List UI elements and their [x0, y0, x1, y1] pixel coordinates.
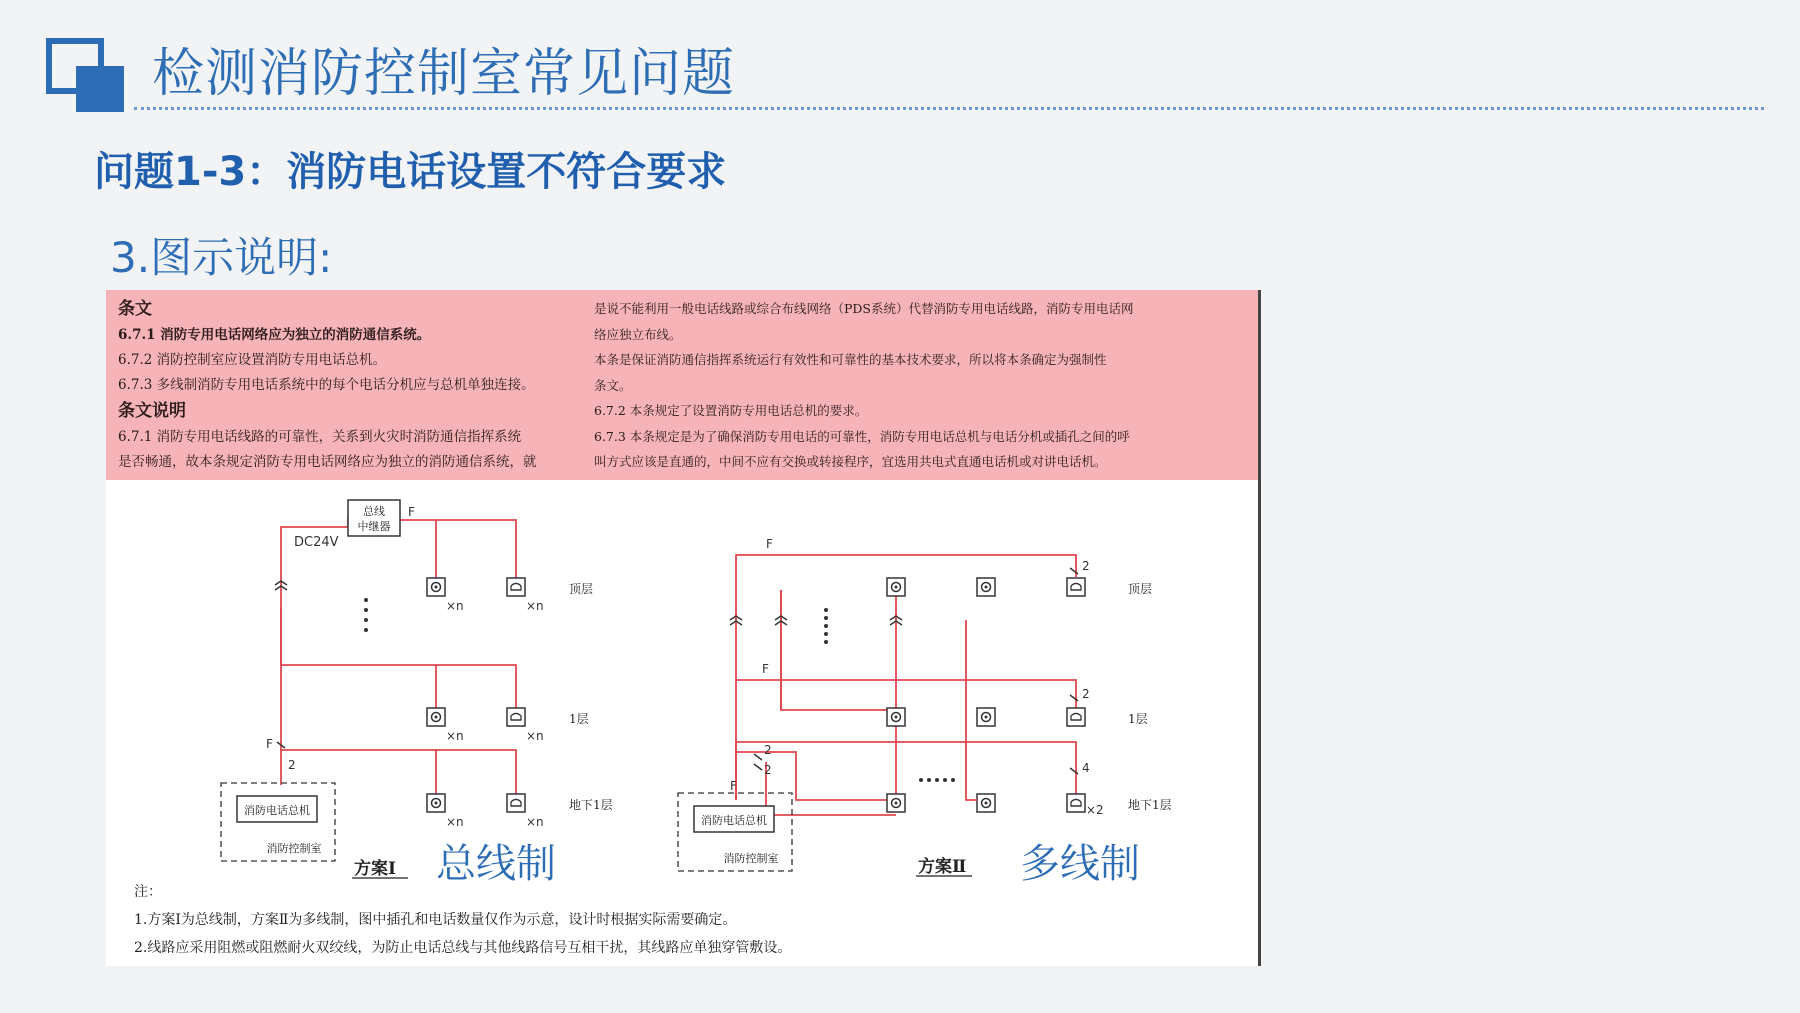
note-line: 1.方案Ⅰ为总线制，方案Ⅱ为多线制，图中插孔和电话数量仅作为示意，设计时根据实际需要确定。: [134, 912, 737, 928]
jack-icon: [427, 578, 445, 596]
notes-heading: 注：: [134, 884, 162, 900]
control-room-label: 消防控制室: [266, 842, 322, 855]
clause-right-line: 络应独立布线。: [594, 326, 682, 342]
clause-right-line: 本条是保证消防通信指挥系统运行有效性和可靠性的基本技术要求，所以将本条确定为强制性: [594, 352, 1107, 367]
jack-icon: [977, 578, 995, 596]
jack-icon: [977, 794, 995, 812]
clause-heading: 条文: [118, 299, 152, 319]
svg-text:×n: ×n: [526, 815, 544, 829]
floor-label: 顶层: [569, 582, 594, 596]
svg-text:4: 4: [1082, 761, 1090, 775]
phone-host-label: 消防电话总机: [244, 804, 310, 817]
clause-left-column: [118, 296, 537, 475]
svg-text:2: 2: [1082, 687, 1090, 701]
phone-icon: [507, 708, 525, 726]
scheme-2-title: 多线制: [1020, 841, 1140, 887]
jack-icon: [977, 708, 995, 726]
floor-label: 顶层: [1128, 582, 1153, 596]
phone-icon: [1067, 708, 1085, 726]
bus-repeater-label-1: 总线: [363, 505, 385, 518]
svg-text:2: 2: [764, 743, 772, 757]
svg-text:2: 2: [764, 763, 772, 777]
illustration-panel: [106, 290, 1261, 966]
svg-text:F: F: [730, 779, 737, 793]
floor-label: 地下1层: [569, 798, 613, 812]
svg-text:F: F: [766, 537, 773, 551]
svg-text:F: F: [408, 505, 415, 519]
svg-text:×n: ×n: [446, 599, 464, 613]
svg-text:×n: ×n: [446, 729, 464, 743]
svg-text:F: F: [762, 662, 769, 676]
clause-right-line: 6.7.2 本条规定了设置消防专用电话总机的要求。: [594, 403, 868, 418]
control-room-label: 消防控制室: [723, 852, 779, 865]
clause-explain-line: 6.7.1 消防专用电话线路的可靠性，关系到火灾时消防通信指挥系统: [118, 429, 522, 445]
wiring-diagram: [106, 480, 1258, 880]
problem-subtitle: 问题1-3：消防电话设置不符合要求: [94, 149, 727, 195]
phone-icon: [1067, 578, 1085, 596]
bus-repeater-label-2: 中继器: [357, 520, 391, 533]
section-heading: 3.图示说明:: [110, 233, 333, 282]
clause-right-column: [594, 296, 1134, 475]
scheme-1-title: 总线制: [436, 841, 556, 887]
jack-icon: [887, 794, 905, 812]
svg-text:×n: ×n: [526, 729, 544, 743]
clause-explain-heading: 条文说明: [118, 401, 186, 421]
logo-icon: [46, 38, 126, 114]
phone-icon: [507, 578, 525, 596]
clause-excerpt: [106, 290, 1258, 480]
note-line: 2.线路应采用阻燃或阻燃耐火双绞线，为防止电话总线与其他线路信号互相干扰，其线路应单独穿管敷设。: [134, 940, 792, 956]
svg-text:×n: ×n: [526, 599, 544, 613]
phone-host-label: 消防电话总机: [701, 814, 767, 827]
jack-icon: [887, 578, 905, 596]
page-title: 检测消防控制室常见问题: [152, 44, 736, 104]
clause-explain-line: 是否畅通，故本条规定消防专用电话网络应为独立的消防通信系统，就: [118, 454, 537, 470]
jack-icon: [427, 708, 445, 726]
clause-right-line: 是说不能利用一般电话线路或综合布线网络（PDS系统）代替消防专用电话线路，消防专用电话网: [594, 301, 1134, 316]
svg-text:×2: ×2: [1086, 803, 1104, 817]
scheme-1-label: 方案Ⅰ: [354, 859, 396, 879]
svg-text:×n: ×n: [446, 815, 464, 829]
svg-text:F: F: [266, 737, 273, 751]
floor-label: 1层: [1128, 712, 1148, 726]
floor-label: 地下1层: [1128, 798, 1172, 812]
clause-item: 6.7.2 消防控制室应设置消防专用电话总机。: [118, 352, 387, 368]
floor-label: 1层: [569, 712, 589, 726]
diagram-notes: [134, 878, 791, 962]
jack-icon: [427, 794, 445, 812]
clause-item: 6.7.1 消防专用电话网络应为独立的消防通信系统。: [118, 327, 431, 343]
clause-right-line: 叫方式应该是直通的，中间不应有交换或转接程序，宜选用共电式直通电话机或对讲电话机。: [594, 454, 1107, 469]
clause-right-line: 6.7.3 本条规定是为了确保消防专用电话的可靠性，消防专用电话总机与电话分机或插孔之间的呼: [594, 428, 1130, 444]
clause-item: 6.7.3 多线制消防专用电话系统中的每个电话分机应与总机单独连接。: [118, 377, 535, 393]
svg-text:2: 2: [288, 758, 296, 772]
clause-right-line: 条文。: [594, 377, 632, 393]
dc24v-label: DC24V: [294, 535, 339, 550]
phone-icon: [1067, 794, 1085, 812]
scheme-2-label: 方案Ⅱ: [918, 857, 967, 877]
phone-icon: [507, 794, 525, 812]
svg-text:2: 2: [1082, 559, 1090, 573]
jack-icon: [887, 708, 905, 726]
scheme-1-bus-diagram: [281, 517, 516, 794]
title-divider: [134, 107, 1764, 110]
scheme-2-multiwire-diagram: [736, 555, 1076, 810]
